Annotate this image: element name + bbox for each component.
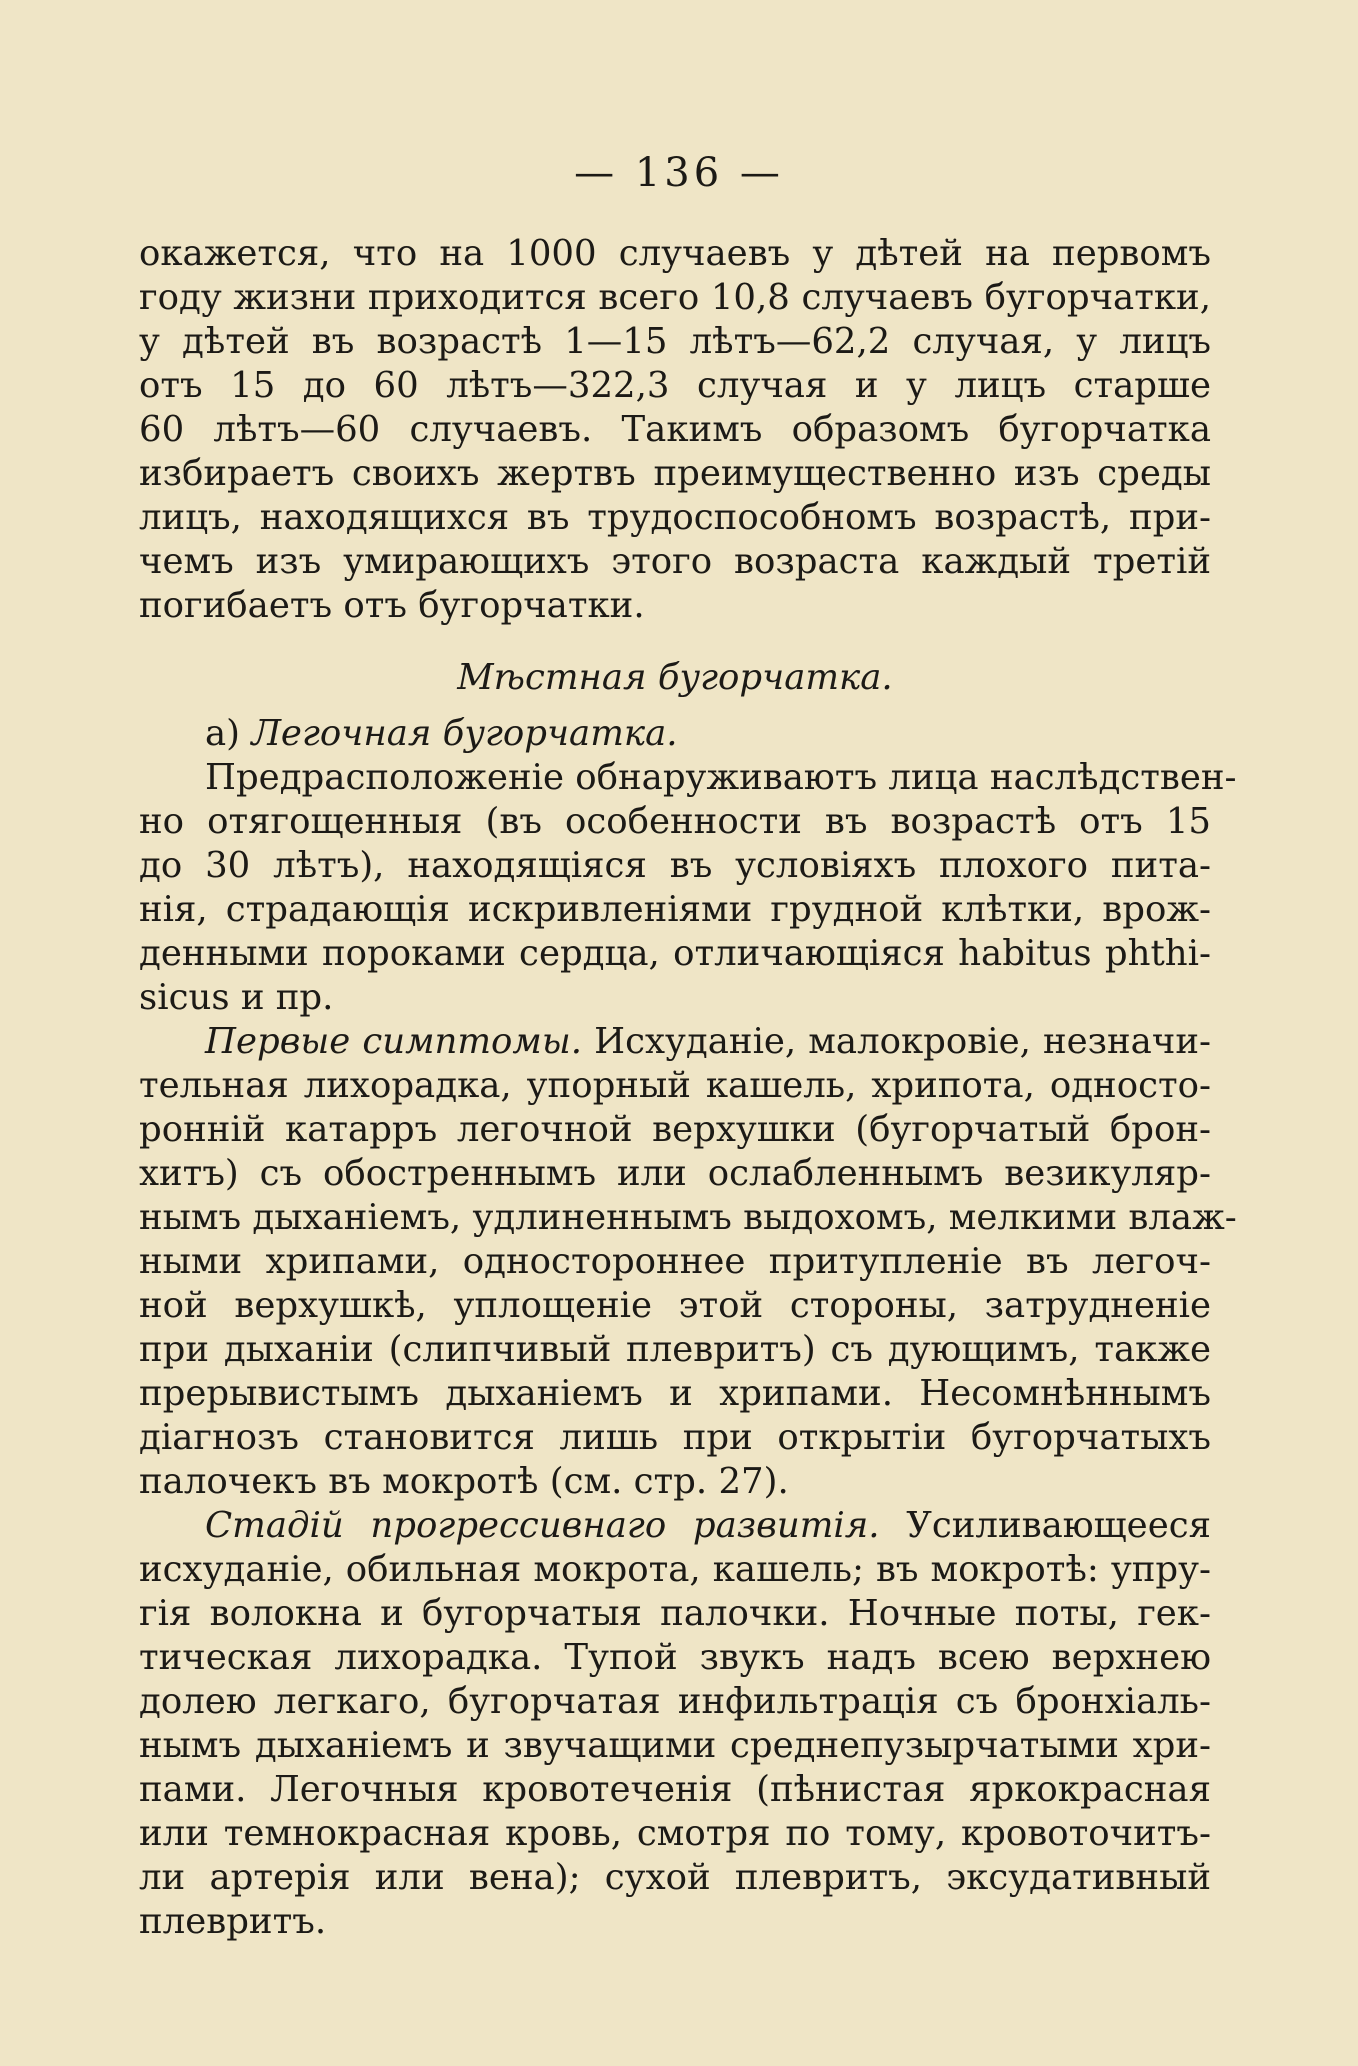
paragraph-progressive-stage: [139, 1504, 1211, 1944]
text-line: до 30 лѣтъ), находящіяся въ условіяхъ плохого пита-: [139, 845, 1211, 886]
text-line: ли артерія или вена); сухой плевритъ, эксудативный: [139, 1857, 1211, 1898]
text-line: у дѣтей въ возрастѣ 1—15 лѣтъ—62,2 случая, у лицъ: [139, 321, 1211, 362]
text-line: окажется, что на 1000 случаевъ у дѣтей на первомъ: [139, 233, 1211, 274]
text-line: ными хрипами, одностороннее притупленіе въ легоч-: [139, 1241, 1211, 1282]
subsection-title: Легочная бугорчатка.: [251, 713, 678, 754]
text-line: ронній катарръ легочной верхушки (бугорчатый брон-: [139, 1109, 1211, 1150]
text-line: чемъ изъ умирающихъ этого возраста каждый третій: [139, 541, 1211, 582]
text-run: Исхуданіе, малокровіе, незначи-: [582, 1021, 1211, 1062]
text-line: Предрасположеніе обнаруживаютъ лица наслѣдствен-: [205, 757, 1237, 798]
text-run: Усиливающееся: [879, 1505, 1211, 1546]
paragraph-lead: Первые симптомы.: [205, 1021, 583, 1062]
text-line: денными пороками сердца, отличающіяся habitus phthi-: [139, 933, 1211, 974]
text-line: ной верхушкѣ, уплощеніе этой стороны, затрудненіе: [139, 1285, 1211, 1326]
text-line: плевритъ.: [139, 1901, 327, 1942]
paragraph-mortality: [139, 232, 1211, 628]
text-line: палочекъ въ мокротѣ (см. стр. 27).: [139, 1461, 789, 1502]
text-line: долею легкаго, бугорчатая инфильтрація съ бронхіаль-: [139, 1681, 1211, 1722]
paragraph-predisposition: [139, 756, 1237, 1020]
page-body: [139, 232, 1237, 1944]
text-line: пами. Легочныя кровотеченія (пѣнистая яркокрасная: [139, 1769, 1211, 1810]
text-line: гія волокна и бугорчатыя палочки. Ночные поты, гек-: [139, 1593, 1211, 1634]
text-line: или темнокрасная кровь, смотря по тому, кровоточитъ-: [139, 1813, 1211, 1854]
text-line: тельная лихорадка, упорный кашель, хрипота, односто-: [139, 1065, 1211, 1106]
text-line: при дыханіи (слипчивый плевритъ) съ дующимъ, также: [139, 1329, 1211, 1370]
text-line: sicus и пр.: [139, 977, 334, 1018]
text-line: діагнозъ становится лишь при открытіи бугорчатыхъ: [139, 1417, 1211, 1458]
text-line: хитъ) съ обостреннымъ или ослабленнымъ везикуляр-: [139, 1153, 1211, 1194]
text-line: нымъ дыханіемъ, удлиненнымъ выдохомъ, мелкими влаж-: [139, 1197, 1237, 1238]
text-line: погибаетъ отъ бугорчатки.: [139, 585, 645, 626]
paragraph-lead: Стадій прогрессивнаго развитія.: [205, 1505, 880, 1546]
page-number: — 136 —: [574, 150, 784, 196]
text-line: нымъ дыханіемъ и звучащими среднепузырчатыми хри-: [139, 1725, 1211, 1766]
text-line: исхуданіе, обильная мокрота, кашель; въ мокротѣ: упру-: [139, 1549, 1211, 1590]
section-title: Мѣстная бугорчатка.: [457, 657, 893, 698]
text-line: [139, 1020, 1211, 1064]
paragraph-first-symptoms: [139, 1020, 1237, 1504]
text-line: 60 лѣтъ—60 случаевъ. Такимъ образомъ бугорчатка: [139, 409, 1211, 450]
text-line: [139, 1504, 1211, 1548]
text-line: лицъ, находящихся въ трудоспособномъ возрастѣ, при-: [139, 497, 1211, 538]
subsection-marker: а): [205, 713, 241, 754]
text-line: прерывистымъ дыханіемъ и хрипами. Несомнѣннымъ: [139, 1373, 1211, 1414]
text-line: избираетъ своихъ жертвъ преимущественно изъ среды: [139, 453, 1211, 494]
text-line: нія, страдающія искривленіями грудной клѣтки, врож-: [139, 889, 1211, 930]
text-line: тическая лихорадка. Тупой звукъ надъ всею верхнею: [139, 1637, 1211, 1678]
text-line: году жизни приходится всего 10,8 случаевъ бугорчатки,: [139, 277, 1211, 318]
text-line: но отягощенныя (въ особенности въ возрастѣ отъ 15: [139, 801, 1211, 842]
subsection-heading: [139, 712, 1211, 756]
text-line: отъ 15 до 60 лѣтъ—322,3 случая и у лицъ старше: [139, 365, 1211, 406]
